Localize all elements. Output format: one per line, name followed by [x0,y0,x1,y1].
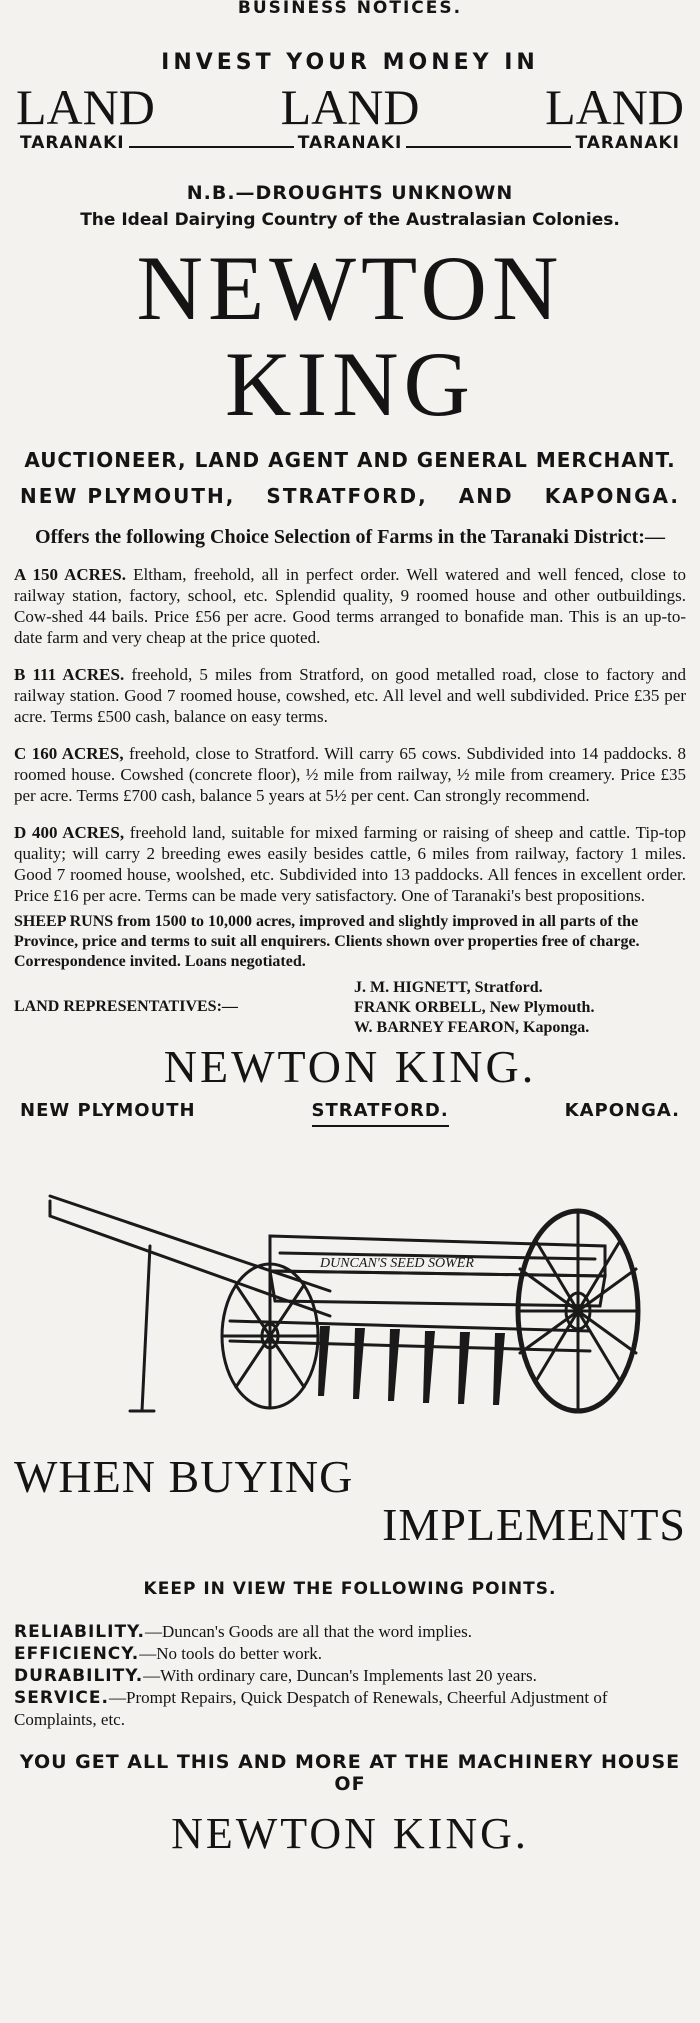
section-header: BUSINESS NOTICES. [237,0,463,18]
seed-drill-illustration [30,1141,670,1441]
farm-listing [14,664,686,727]
land-word: LAND [16,79,155,135]
farm-lead: C 160 ACRES, [14,744,124,763]
implements-heading: IMPLEMENTS [382,1499,686,1550]
point-term: SERVICE. [14,1688,109,1708]
sheep-runs-notice: SHEEP RUNS from 1500 to 10,000 acres, improved and slightly improved in all parts of the Province, price and terms to suit all enquirers. Clients shown over properties free of charge. Correspondence invited. Loans negotiated. [14,913,640,970]
when-buying-heading: WHEN BUYING [14,1451,354,1502]
farm-lead: B 111 ACRES. [14,665,125,684]
farm-listing [14,743,686,806]
company-name-footer: NEWTON KING. [171,1809,529,1858]
town-name: NEW PLYMOUTH, [20,484,236,508]
representative-name: FRANK ORBELL, New Plymouth. [354,999,595,1016]
point-text: —No tools do better work. [139,1644,322,1663]
point-term: RELIABILITY. [14,1622,146,1642]
farm-lead: D 400 ACRES, [14,823,125,842]
implement-towns [14,1100,686,1127]
land-word: LAND [280,79,420,135]
machinery-house-line: YOU GET ALL THIS AND MORE AT THE MACHINERY HOUSE OF [19,1751,681,1795]
point-text: —Prompt Repairs, Quick Despatch of Renewals, Cheerful Adjustment of Complaints, etc. [14,1688,608,1729]
farm-description: freehold, 5 miles from Stratford, on good metalled road, close to factory and railway station. Good 7 roomed house, cowshed, etc. All level and well subdivided. Price £35 per acre. Terms £500 cash, balance on easy terms. [14,665,686,726]
farm-description: freehold, close to Stratford. Will carry 65 cows. Subdivided into 14 paddocks. 8 roomed house. Cowshed (concrete floor), ½ mile from railway, ½ mile from creamery. Price £35 per acre. Terms £700 cash, balance 5 years at 5½ per cent. Can strongly recommend. [14,744,687,805]
land-representatives [14,978,686,1038]
point-text: —With ordinary care, Duncan's Implements last 20 years. [143,1666,537,1685]
dairying-tagline: The Ideal Dairying Country of the Australasian Colonies. [80,210,620,230]
farm-listing [14,564,686,648]
farm-description: Eltham, freehold, all in perfect order. Well watered and well fenced, close to railway station, factory, school, etc. Splendid quality, 9 roomed house and other outbuildings. Cow-shed 44 bails. Price £56 per acre. Good terms arranged to bonafide man. This is an up-to-date farm and very cheap at the price quoted. [14,565,687,647]
rule-divider [406,146,571,148]
farm-listing [14,822,686,906]
droughts-notice: N.B.—DROUGHTS UNKNOWN [186,182,514,204]
town-name: STRATFORD. [312,1100,449,1127]
company-name-medium: NEWTON KING. [163,1041,537,1092]
town-name: KAPONGA. [564,1100,680,1121]
point-item [14,1643,686,1665]
offers-intro: Offers the following Choice Selection of Farms in the Taranaki District:— [35,526,665,548]
invest-heading: INVEST YOUR MONEY IN [161,50,539,75]
town-name: STRATFORD, [266,484,428,508]
point-item [14,1665,686,1687]
point-text: —Duncan's Goods are all that the word implies. [145,1622,472,1641]
points-list [14,1621,686,1731]
town-name: AND [458,484,514,508]
farm-lead: A 150 ACRES. [14,565,127,584]
representatives-list [354,978,594,1038]
company-trades: AUCTIONEER, LAND AGENT AND GENERAL MERCHANT. [24,448,676,472]
company-towns [14,484,686,508]
land-row [14,81,686,133]
company-name-large: NEWTON KING [136,237,564,435]
point-item [14,1687,686,1731]
representative-name: J. M. HIGNETT, Stratford. [354,979,543,996]
point-term: EFFICIENCY. [14,1644,140,1664]
taranaki-row [14,133,686,154]
representative-name: W. BARNEY FEARON, Kaponga. [354,1019,590,1036]
point-item [14,1621,686,1643]
taranaki-word: TARANAKI [297,133,403,153]
town-name: NEW PLYMOUTH [20,1100,196,1121]
farm-description: freehold land, suitable for mixed farming or raising of sheep and cattle. Tip-top quality; will carry 2 breeding ewes easily besides cattle, 6 miles from railway, factory 1 miles. Good 7 roomed house, woolshed, etc. Subdivided into 13 paddocks. All fences in excellent order. Price £16 per acre. Terms can be made very satisfactory. One of Taranaki's best propositions. [14,823,687,905]
taranaki-word: TARANAKI [20,133,125,153]
taranaki-word: TARANAKI [575,133,681,153]
rule-divider [129,146,294,148]
town-name: KAPONGA. [544,484,680,508]
drill-brand-label: DUNCAN'S SEED SOWER [320,1256,474,1271]
representatives-label: LAND REPRESENTATIVES:— [14,998,238,1015]
keep-in-view-heading: KEEP IN VIEW THE FOLLOWING POINTS. [143,1579,557,1599]
point-term: DURABILITY. [14,1666,144,1686]
land-word: LAND [545,79,684,135]
